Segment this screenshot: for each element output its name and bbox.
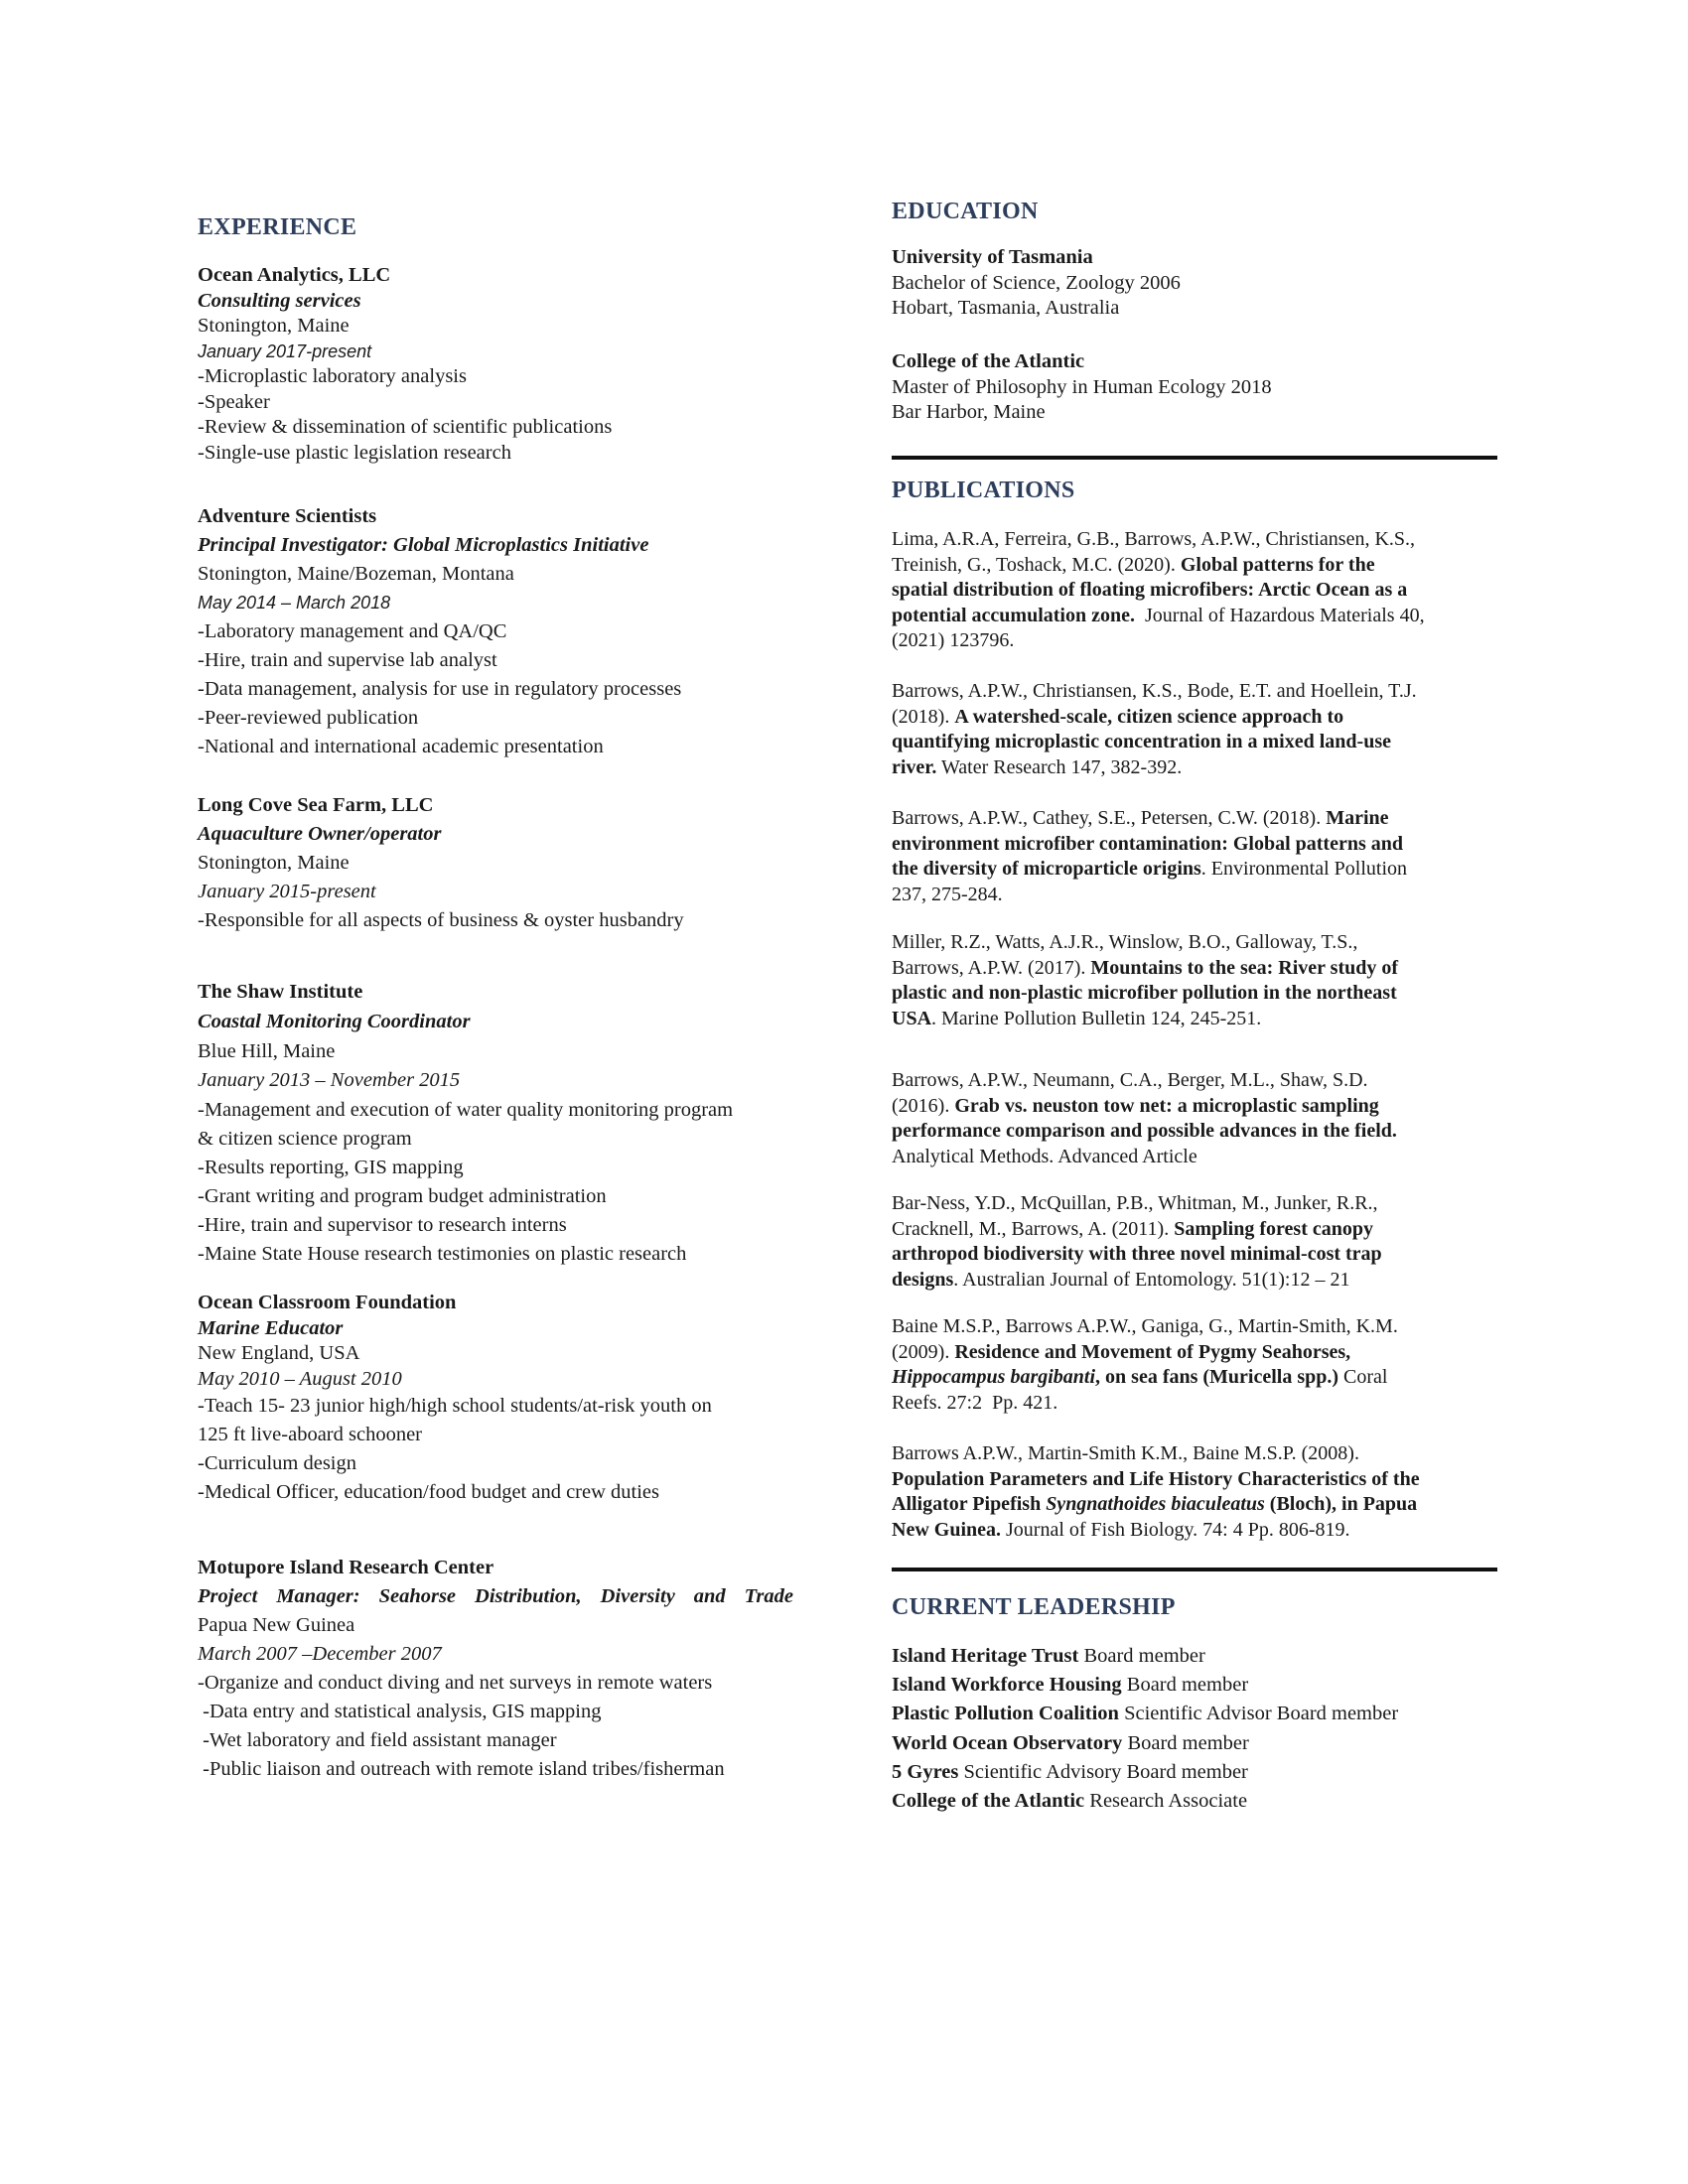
education-degree: Master of Philosophy in Human Ecology 2018	[892, 375, 1272, 398]
publication-text: . Marine Pollution Bulletin 124, 245-251.	[931, 1007, 1262, 1029]
job-bullet: -Hire, train and supervisor to research interns	[198, 1214, 567, 1236]
publication-text: Barrows A.P.W., Martin-Smith K.M., Baine M.S.P. (2008).	[892, 1442, 1359, 1464]
job-bullet: -Teach 15- 23 junior high/high school students/at-risk youth on	[198, 1395, 712, 1417]
publication-line	[892, 578, 1495, 604]
job-org: Adventure Scientists	[198, 505, 377, 527]
leadership-item	[892, 1642, 1495, 1671]
publication-text: Reefs. 27:2 Pp. 421.	[892, 1391, 1058, 1414]
job-adventure-scientists	[198, 502, 833, 761]
leadership-item	[892, 1671, 1495, 1700]
job-role-word: Diversity	[600, 1585, 675, 1607]
job-role-word: Trade	[744, 1585, 793, 1607]
publication-text: Analytical Methods. Advanced Article	[892, 1145, 1197, 1167]
publication-line	[892, 730, 1495, 755]
job-dates: May 2014 – March 2018	[198, 593, 391, 613]
job-long-cove	[198, 790, 833, 935]
publication-text: Barrows, A.P.W., Neumann, C.A., Berger, M.L., Shaw, S.D.	[892, 1069, 1368, 1091]
publication-text: (2021) 123796.	[892, 629, 1015, 652]
publication-text: Barrows, A.P.W., Cathey, S.E., Petersen, C.W. (2018).	[892, 807, 1327, 829]
publication-line	[892, 1268, 1495, 1294]
publication-text: Journal of Hazardous Materials 40,	[1135, 604, 1425, 626]
publication-line	[892, 930, 1495, 956]
leadership-org: Plastic Pollution Coalition	[892, 1703, 1119, 1725]
education-location: Hobart, Tasmania, Australia	[892, 297, 1120, 319]
leadership-role: Board member	[1078, 1645, 1205, 1667]
leadership-item	[892, 1758, 1495, 1787]
job-location: New England, USA	[198, 1342, 360, 1364]
job-bullet: -National and international academic presentation	[198, 736, 604, 757]
publication-line	[892, 1441, 1495, 1467]
job-bullet: -Data management, analysis for use in regulatory processes	[198, 678, 682, 700]
job-role	[198, 1582, 793, 1611]
job-bullet: -Data entry and statistical analysis, GIS mapping	[198, 1701, 602, 1722]
publication-text: Population Parameters and Life History Characteristics of the	[892, 1467, 1420, 1490]
publication-text: designs	[892, 1268, 954, 1291]
leadership-item	[892, 1729, 1495, 1758]
job-role-word: Distribution,	[475, 1585, 582, 1607]
publication-text: performance comparison and possible advances in the field.	[892, 1120, 1397, 1143]
job-bullet: -Single-use plastic legislation research	[198, 441, 511, 464]
job-bullet: -Responsible for all aspects of business & oyster husbandry	[198, 909, 684, 931]
job-motupore	[198, 1553, 833, 1784]
publication-line	[892, 1119, 1495, 1145]
job-shaw-institute	[198, 977, 833, 1269]
job-location: Papua New Guinea	[198, 1614, 355, 1636]
publication-text: (2016).	[892, 1094, 955, 1117]
publication-text: (2018).	[892, 705, 955, 728]
job-org: The Shaw Institute	[198, 981, 363, 1003]
publication-text: (Bloch), in Papua	[1264, 1493, 1418, 1516]
job-role: Marine Educator	[198, 1316, 344, 1339]
leadership-heading: CURRENT LEADERSHIP	[892, 1594, 1176, 1620]
publication-text: plastic and non-plastic microfiber pollution in the northeast	[892, 982, 1397, 1005]
publication-text: Grab vs. neuston tow net: a microplastic sampling	[954, 1094, 1379, 1117]
publication-text: Lima, A.R.A, Ferreira, G.B., Barrows, A.P.W., Christiansen, K.S.,	[892, 528, 1416, 550]
publication-line	[892, 1007, 1495, 1032]
publication-text: (2009).	[892, 1340, 955, 1363]
publication-text: USA	[892, 1007, 932, 1029]
education-degree: Bachelor of Science, Zoology 2006	[892, 271, 1181, 294]
job-bullet: -Public liaison and outreach with remote island tribes/fisherman	[198, 1758, 725, 1780]
leadership-item	[892, 1700, 1495, 1728]
publication-text: Journal of Fish Biology. 74: 4 Pp. 806-819.	[1001, 1518, 1350, 1541]
job-ocean-analytics	[198, 263, 833, 466]
job-role-word: Project	[198, 1585, 258, 1607]
publication-text: river.	[892, 755, 937, 778]
job-role-word: Manager:	[276, 1585, 360, 1607]
publication-entry	[892, 1441, 1495, 1543]
leadership-org: Island Heritage Trust	[892, 1645, 1079, 1667]
publication-entry	[892, 1191, 1495, 1293]
publication-text: Mountains to the sea: River study of	[1090, 956, 1399, 979]
job-org: Ocean Analytics, LLC	[198, 264, 391, 286]
publication-line	[892, 1094, 1495, 1120]
publication-text: Syngnathoides biaculeatus	[1046, 1493, 1265, 1516]
leadership-org: Island Workforce Housing	[892, 1674, 1122, 1697]
job-location: Stonington, Maine	[198, 315, 350, 337]
publication-text: Bar-Ness, Y.D., McQuillan, P.B., Whitman, M., Junker, R.R.,	[892, 1192, 1378, 1214]
publication-text: A watershed-scale, citizen science approach to	[954, 705, 1344, 728]
publication-line	[892, 981, 1495, 1007]
publication-entry	[892, 679, 1495, 780]
leadership-org: World Ocean Observatory	[892, 1731, 1123, 1754]
publication-entry	[892, 527, 1495, 654]
job-bullet: -Hire, train and supervise lab analyst	[198, 649, 497, 671]
publication-line	[892, 1191, 1495, 1217]
publication-text: Barrows, A.P.W. (2017).	[892, 956, 1091, 979]
job-role: Aquaculture Owner/operator	[198, 823, 442, 845]
job-role: Consulting services	[198, 289, 361, 312]
section-divider	[892, 1568, 1497, 1571]
publication-text: Barrows, A.P.W., Christiansen, K.S., Bode, E.T. and Hoellein, T.J.	[892, 680, 1417, 702]
publication-text: Treinish, G., Toshack, M.C. (2020).	[892, 553, 1181, 576]
publication-text: Sampling forest canopy	[1174, 1217, 1373, 1240]
publication-line	[892, 806, 1495, 832]
job-bullet: & citizen science program	[198, 1128, 412, 1150]
job-org: Motupore Island Research Center	[198, 1557, 494, 1578]
publication-text: Cracknell, M., Barrows, A. (2011).	[892, 1217, 1175, 1240]
education-school: College of the Atlantic	[892, 350, 1085, 372]
job-dates: January 2017-present	[198, 341, 372, 361]
job-bullet: 125 ft live-aboard schooner	[198, 1424, 422, 1445]
leadership-list	[892, 1642, 1495, 1816]
publication-entry	[892, 1314, 1495, 1416]
publication-text: . Australian Journal of Entomology. 51(1):12 – 21	[953, 1268, 1350, 1291]
publication-line	[892, 1365, 1495, 1391]
job-org: Long Cove Sea Farm, LLC	[198, 794, 434, 816]
publication-line	[892, 628, 1495, 654]
publication-line	[892, 956, 1495, 982]
job-role: Coastal Monitoring Coordinator	[198, 1011, 471, 1032]
leadership-role: Scientific Advisor Board member	[1118, 1703, 1399, 1725]
publication-text: Global patterns for the	[1180, 553, 1375, 576]
job-bullet: -Microplastic laboratory analysis	[198, 365, 467, 387]
leadership-item	[892, 1787, 1495, 1816]
job-dates: January 2015-present	[198, 881, 376, 902]
publication-line	[892, 1391, 1495, 1417]
leadership-role: Research Associate	[1084, 1790, 1248, 1813]
publication-line	[892, 527, 1495, 553]
experience-heading: EXPERIENCE	[198, 214, 357, 240]
publication-line	[892, 755, 1495, 781]
job-bullet: -Organize and conduct diving and net surveys in remote waters	[198, 1672, 713, 1694]
job-dates: January 2013 – November 2015	[198, 1069, 461, 1091]
publication-line	[892, 1242, 1495, 1268]
publication-text: Hippocampus bargibanti	[892, 1366, 1096, 1389]
job-bullet: -Management and execution of water quality monitoring program	[198, 1099, 734, 1121]
job-bullet: -Curriculum design	[198, 1452, 356, 1474]
publication-line	[892, 604, 1495, 629]
publication-text: potential accumulation zone.	[892, 604, 1135, 626]
publication-line	[892, 857, 1495, 883]
job-org: Ocean Classroom Foundation	[198, 1292, 457, 1313]
publication-text: Coral	[1338, 1366, 1388, 1389]
publication-line	[892, 1068, 1495, 1094]
publication-text: the diversity of microparticle origins	[892, 858, 1201, 881]
job-bullet: -Review & dissemination of scientific publications	[198, 416, 613, 438]
publication-text: . Environmental Pollution	[1200, 858, 1408, 881]
publication-text: Water Research 147, 382-392.	[936, 755, 1183, 778]
publication-text: environment microfiber contamination: Global patterns and	[892, 832, 1403, 855]
leadership-org: 5 Gyres	[892, 1760, 959, 1783]
publication-entry	[892, 930, 1495, 1031]
publication-line	[892, 1467, 1495, 1493]
job-bullet: -Peer-reviewed publication	[198, 707, 419, 729]
publication-text: spatial distribution of floating microfibers: Arctic Ocean as a	[892, 579, 1408, 602]
job-bullet: -Grant writing and program budget administration	[198, 1185, 607, 1207]
job-role-word: Seahorse	[378, 1585, 457, 1607]
job-dates: May 2010 – August 2010	[198, 1367, 402, 1390]
publication-text: 237, 275-284.	[892, 883, 1003, 905]
publication-entry	[892, 806, 1495, 907]
publication-line	[892, 553, 1495, 579]
leadership-role: Board member	[1121, 1674, 1249, 1697]
leadership-role: Scientific Advisory Board member	[958, 1760, 1248, 1783]
education-school: University of Tasmania	[892, 246, 1093, 268]
publication-text: Alligator Pipefish	[892, 1493, 1047, 1516]
publication-line	[892, 1217, 1495, 1243]
leadership-org: College of the Atlantic	[892, 1790, 1085, 1813]
education-item	[892, 349, 1495, 426]
publication-text: arthropod biodiversity with three novel minimal-cost trap	[892, 1243, 1382, 1266]
job-location: Stonington, Maine	[198, 852, 350, 874]
job-bullet: -Wet laboratory and field assistant manager	[198, 1729, 557, 1751]
publication-line	[892, 832, 1495, 858]
publication-line	[892, 1340, 1495, 1366]
publication-line	[892, 883, 1495, 908]
job-ocean-classroom	[198, 1291, 833, 1507]
publication-text: , on sea fans (Muricella spp.)	[1095, 1366, 1339, 1389]
job-bullet: -Maine State House research testimonies on plastic research	[198, 1243, 687, 1265]
publication-line	[892, 1492, 1495, 1518]
publication-text: Marine	[1326, 807, 1389, 829]
publication-text: New Guinea.	[892, 1518, 1001, 1541]
job-bullet: -Medical Officer, education/food budget and crew duties	[198, 1481, 660, 1503]
publication-line	[892, 1314, 1495, 1340]
job-bullet: -Speaker	[198, 390, 270, 413]
publication-line	[892, 679, 1495, 705]
job-role-word: and	[693, 1585, 726, 1607]
publications-heading: PUBLICATIONS	[892, 478, 1075, 503]
publication-line	[892, 1518, 1495, 1544]
education-location: Bar Harbor, Maine	[892, 401, 1046, 423]
education-heading: EDUCATION	[892, 199, 1039, 224]
education-item	[892, 245, 1495, 322]
job-location: Stonington, Maine/Bozeman, Montana	[198, 563, 514, 585]
job-bullet: -Results reporting, GIS mapping	[198, 1157, 464, 1178]
leadership-role: Board member	[1122, 1731, 1249, 1754]
publication-line	[892, 1145, 1495, 1170]
job-role: Principal Investigator: Global Microplastics Initiative	[198, 534, 649, 556]
publication-line	[892, 705, 1495, 731]
publication-text: Baine M.S.P., Barrows A.P.W., Ganiga, G., Martin-Smith, K.M.	[892, 1315, 1398, 1337]
publication-entry	[892, 1068, 1495, 1169]
job-dates: March 2007 –December 2007	[198, 1643, 442, 1665]
job-bullet: -Laboratory management and QA/QC	[198, 620, 507, 642]
section-divider	[892, 456, 1497, 460]
publication-text: Residence and Movement of Pygmy Seahorses,	[954, 1340, 1351, 1363]
publication-text: Miller, R.Z., Watts, A.J.R., Winslow, B.O., Galloway, T.S.,	[892, 931, 1358, 953]
job-location: Blue Hill, Maine	[198, 1040, 336, 1062]
publication-text: quantifying microplastic concentration in a mixed land-use	[892, 731, 1391, 753]
